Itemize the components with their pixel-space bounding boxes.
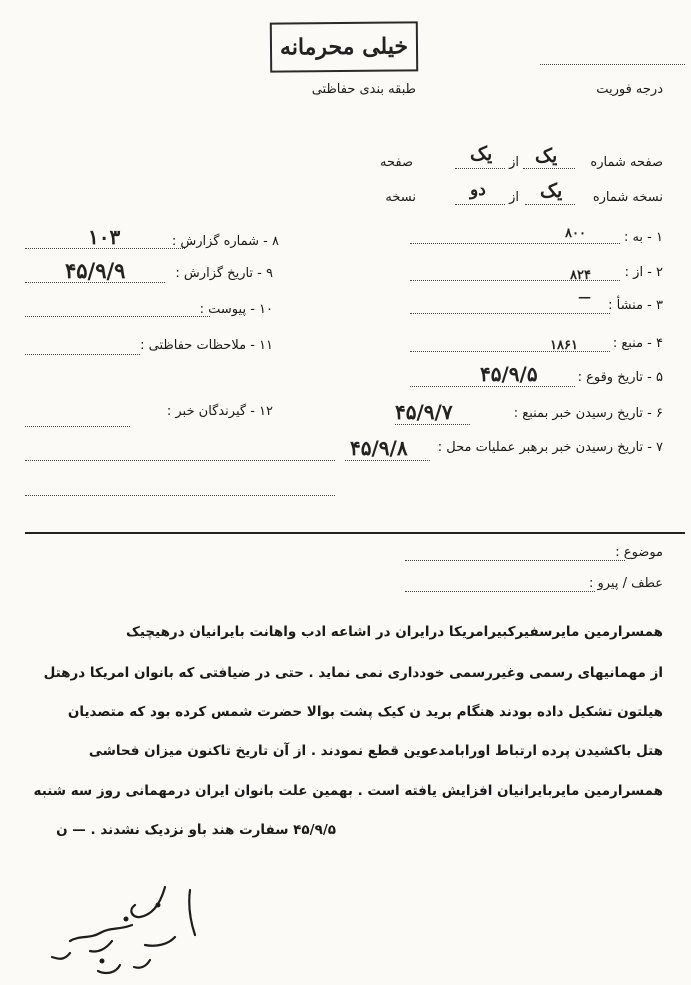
field-event-date-value: ۴۵/۹/۵ bbox=[480, 362, 538, 386]
page-suffix-label: صفحه bbox=[380, 155, 413, 170]
field-from-value: ۸۲۴ bbox=[570, 268, 591, 283]
priority-label: درجه فوریت bbox=[596, 82, 663, 97]
field-source-line bbox=[410, 351, 610, 352]
copy-number-value: یک bbox=[540, 180, 563, 202]
recipients-line-2 bbox=[25, 460, 335, 461]
copy-total-line bbox=[455, 204, 505, 205]
field-security-notes-line bbox=[25, 354, 140, 355]
field-source-received-value: ۴۵/۹/۷ bbox=[395, 400, 453, 424]
body-line-3: هیلتون تشکیل داده بودند هنگام برید ن کیک پشت بوالا حضرت شمس کرده بود که متصدیان bbox=[67, 704, 663, 720]
page-number-line bbox=[523, 168, 575, 169]
classification-label: طبقه بندی حفاظتی bbox=[311, 82, 416, 97]
field-recipients-line bbox=[25, 426, 130, 427]
body-line-4: هتل باکشیدن پرده ارتباط اورابامدعوین قطع نمودند . از آن تاریخ تاکنون میزان فحاشی bbox=[88, 743, 663, 759]
field-ops-received-value: ۴۵/۹/۸ bbox=[350, 436, 408, 460]
page-number-label: صفحه شماره bbox=[590, 155, 663, 170]
body-line-1: همسرارمین مایرسفیرکبیرامریکا درایران در اشاعه ادب واهانت بایرانیان درهیچیک bbox=[126, 624, 663, 640]
copy-number-line bbox=[525, 204, 575, 205]
field-event-date-label: ۵ - تاریخ وقوع : bbox=[577, 370, 663, 385]
field-source-received-line bbox=[395, 424, 470, 425]
body-line-6: ۴۵/۹/۵ سفارت هند باو نزدیک نشدند . — ن bbox=[56, 822, 336, 838]
field-security-notes-label: ۱۱ - ملاحظات حفاظتی : bbox=[140, 338, 273, 353]
field-attachment-line bbox=[25, 316, 210, 317]
page-total-value: یک bbox=[470, 143, 493, 165]
page-number-value: یک bbox=[535, 145, 558, 167]
field-to-value: ۸۰۰ bbox=[565, 226, 586, 241]
field-report-number-line bbox=[25, 248, 185, 249]
priority-line bbox=[540, 64, 685, 65]
field-event-date-line bbox=[410, 386, 575, 387]
copy-of-label: از bbox=[509, 190, 519, 205]
field-report-number-value: ۱۰۳ bbox=[88, 225, 121, 249]
field-to-line bbox=[410, 243, 620, 244]
section-divider bbox=[25, 532, 685, 534]
field-source-label: ۴ - منبع : bbox=[612, 336, 663, 351]
field-report-number-label: ۸ - شماره گزارش : bbox=[171, 234, 279, 249]
field-from-line bbox=[410, 280, 620, 281]
field-origin-line bbox=[410, 313, 610, 314]
field-recipients-label: ۱۲ - گیرندگان خبر : bbox=[166, 404, 273, 419]
classification-stamp: خیلی محرمانه bbox=[270, 21, 418, 72]
field-report-date-label: ۹ - تاریخ گزارش : bbox=[175, 266, 273, 281]
field-origin-value: — bbox=[578, 290, 591, 305]
field-to-label: ۱ - به : bbox=[623, 230, 663, 245]
copy-number-label: نسخه شماره bbox=[592, 190, 663, 205]
recipients-line-3 bbox=[25, 495, 335, 496]
field-ops-received-label: ۷ - تاریخ رسیدن خبر برهبر عملیات محل : bbox=[437, 440, 663, 455]
reference-label: عطف / پیرو : bbox=[588, 576, 663, 591]
body-line-2: از مهمانیهای رسمی وغیررسمی خودداری نمی نماید . حتی در ضیافتی که بانوان امریکا درهتل bbox=[43, 665, 663, 681]
field-report-date-value: ۴۵/۹/۹ bbox=[65, 258, 126, 283]
page-of-label: از bbox=[509, 155, 519, 170]
field-source-received-label: ۶ - تاریخ رسیدن خبر بمنبع : bbox=[513, 406, 663, 421]
page-total-line bbox=[455, 168, 505, 169]
reference-line bbox=[405, 591, 595, 592]
handwritten-note bbox=[40, 875, 220, 985]
body-line-5: همسرارمین مایربایرانیان افزایش یافته است . بهمین علت بانوان ایران درمهمانی روز سه شنبه bbox=[33, 783, 663, 799]
field-origin-label: ۳ - منشأ : bbox=[608, 298, 663, 313]
copy-total-value: دو bbox=[470, 180, 486, 200]
copy-suffix-label: نسخه bbox=[385, 190, 416, 205]
subject-line bbox=[405, 560, 625, 561]
field-from-label: ۲ - از : bbox=[624, 265, 663, 280]
field-ops-received-line bbox=[345, 460, 430, 461]
subject-label: موضوع : bbox=[615, 545, 663, 560]
field-attachment-label: ۱۰ - پیوست : bbox=[199, 302, 273, 317]
field-report-date-line bbox=[25, 282, 165, 283]
field-source-value: ۱۸۶۱ bbox=[550, 338, 578, 353]
